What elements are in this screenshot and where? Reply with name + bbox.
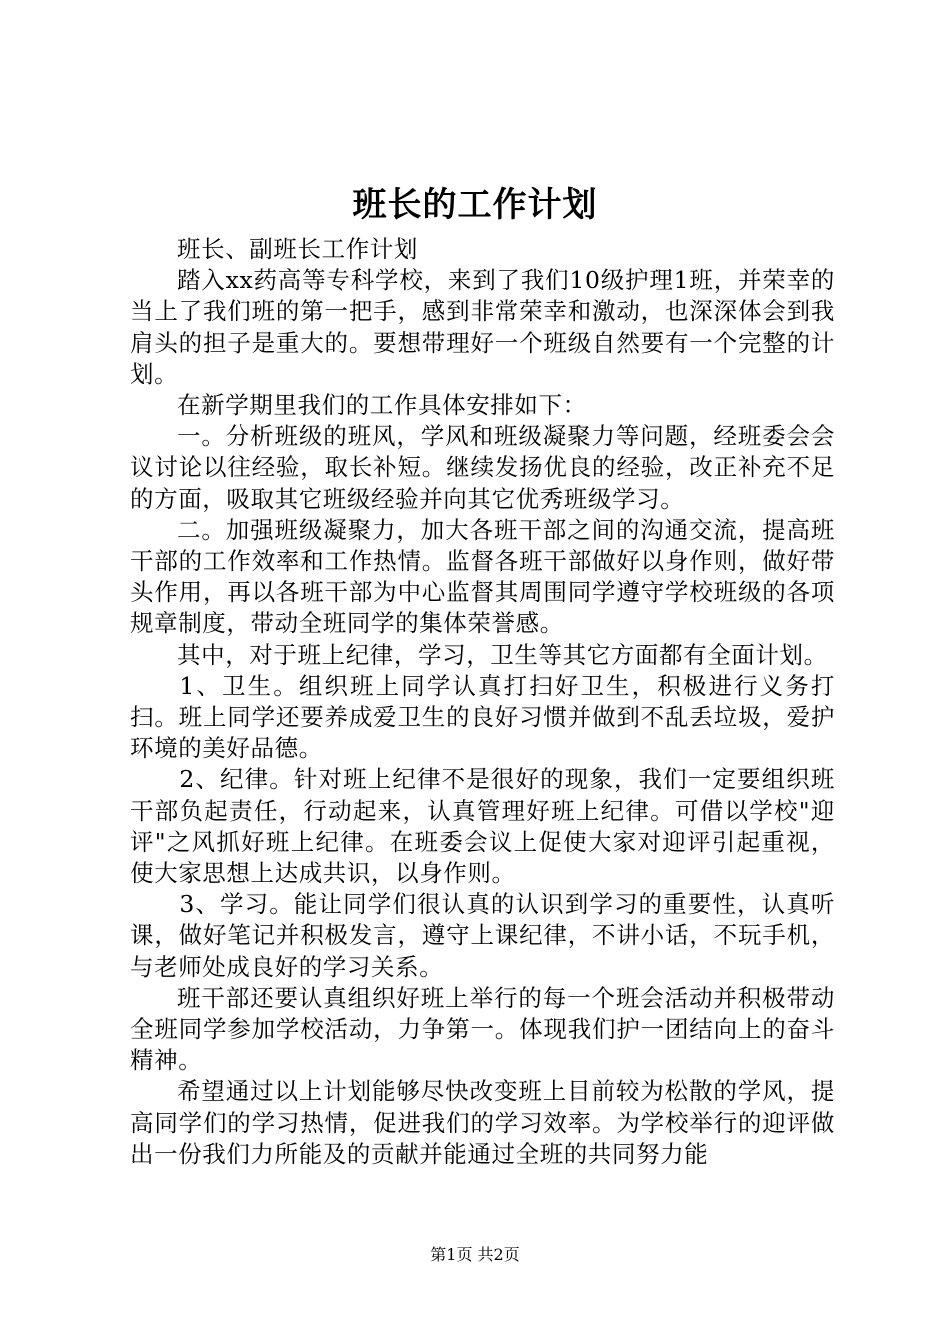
- document-body: [130, 234, 835, 1170]
- paragraph-hygiene: 1、卫生。组织班上同学认真打扫好卫生，积极进行义务打扫。班上同学还要养成爱卫生的良好习惯并做到不乱丢垃圾，爱护环境的美好品德。: [130, 671, 835, 763]
- paragraph-arrangement: 在新学期里我们的工作具体安排如下：: [177, 391, 587, 420]
- paragraph-intro: 踏入xx药高等专科学校，来到了我们10级护理1班，并荣幸的当上了我们班的第一把手，感到非常荣幸和激动，也深深体会到我肩头的担子是重大的。要想带理好一个班级自然要有一个完整的计划。: [130, 266, 835, 388]
- paragraph-item-two: 二。加强班级凝聚力，加大各班干部之间的沟通交流，提高班干部的工作效率和工作热情。监督各班干部做好以身作则，做好带头作用，再以各班干部为中心监督其周围同学遵守学校班级的各项规章制度，带动全班同学的集体荣誉感。: [130, 515, 835, 638]
- paragraph-subtitle: 班长、副班长工作计划: [177, 235, 418, 263]
- page-number-footer: 第1页 共2页: [430, 1245, 520, 1264]
- paragraph-discipline: 2、纪律。针对班上纪律不是很好的现象，我们一定要组织班干部负起责任，行动起来，认真管理好班上纪律。可借以学校"迎评"之风抓好班上纪律。在班委会议上促使大家对迎评引起重视，使大家思想上达成共识，以身作则。: [130, 765, 835, 888]
- paragraph-other-aspects: 其中，对于班上纪律，学习，卫生等其它方面都有全面计划。: [177, 640, 828, 669]
- paragraph-class-activities: 班干部还要认真组织好班上举行的每一个班会活动并积极带动全班同学参加学校活动，力争第一。体现我们护一团结向上的奋斗精神。: [130, 983, 835, 1075]
- paragraph-hope: 希望通过以上计划能够尽快改变班上目前较为松散的学风，提高同学们的学习热情，促进我们的学习效率。为学校举行的迎评做出一份我们力所能及的贡献并能通过全班的共同努力能: [130, 1077, 835, 1168]
- document-title: 班长的工作计划: [352, 185, 598, 225]
- paragraph-item-one: 一。分析班级的班风，学风和班级凝聚力等问题，经班委会会议讨论以往经验，取长补短。继续发扬优良的经验，改正补充不足的方面，吸取其它班级经验并向其它优秀班级学习。: [130, 422, 835, 513]
- paragraph-study: 3、学习。能让同学们很认真的认识到学习的重要性，认真听课，做好笔记并积极发言，遵守上课纪律，不讲小话，不玩手机，与老师处成良好的学习关系。: [130, 890, 835, 981]
